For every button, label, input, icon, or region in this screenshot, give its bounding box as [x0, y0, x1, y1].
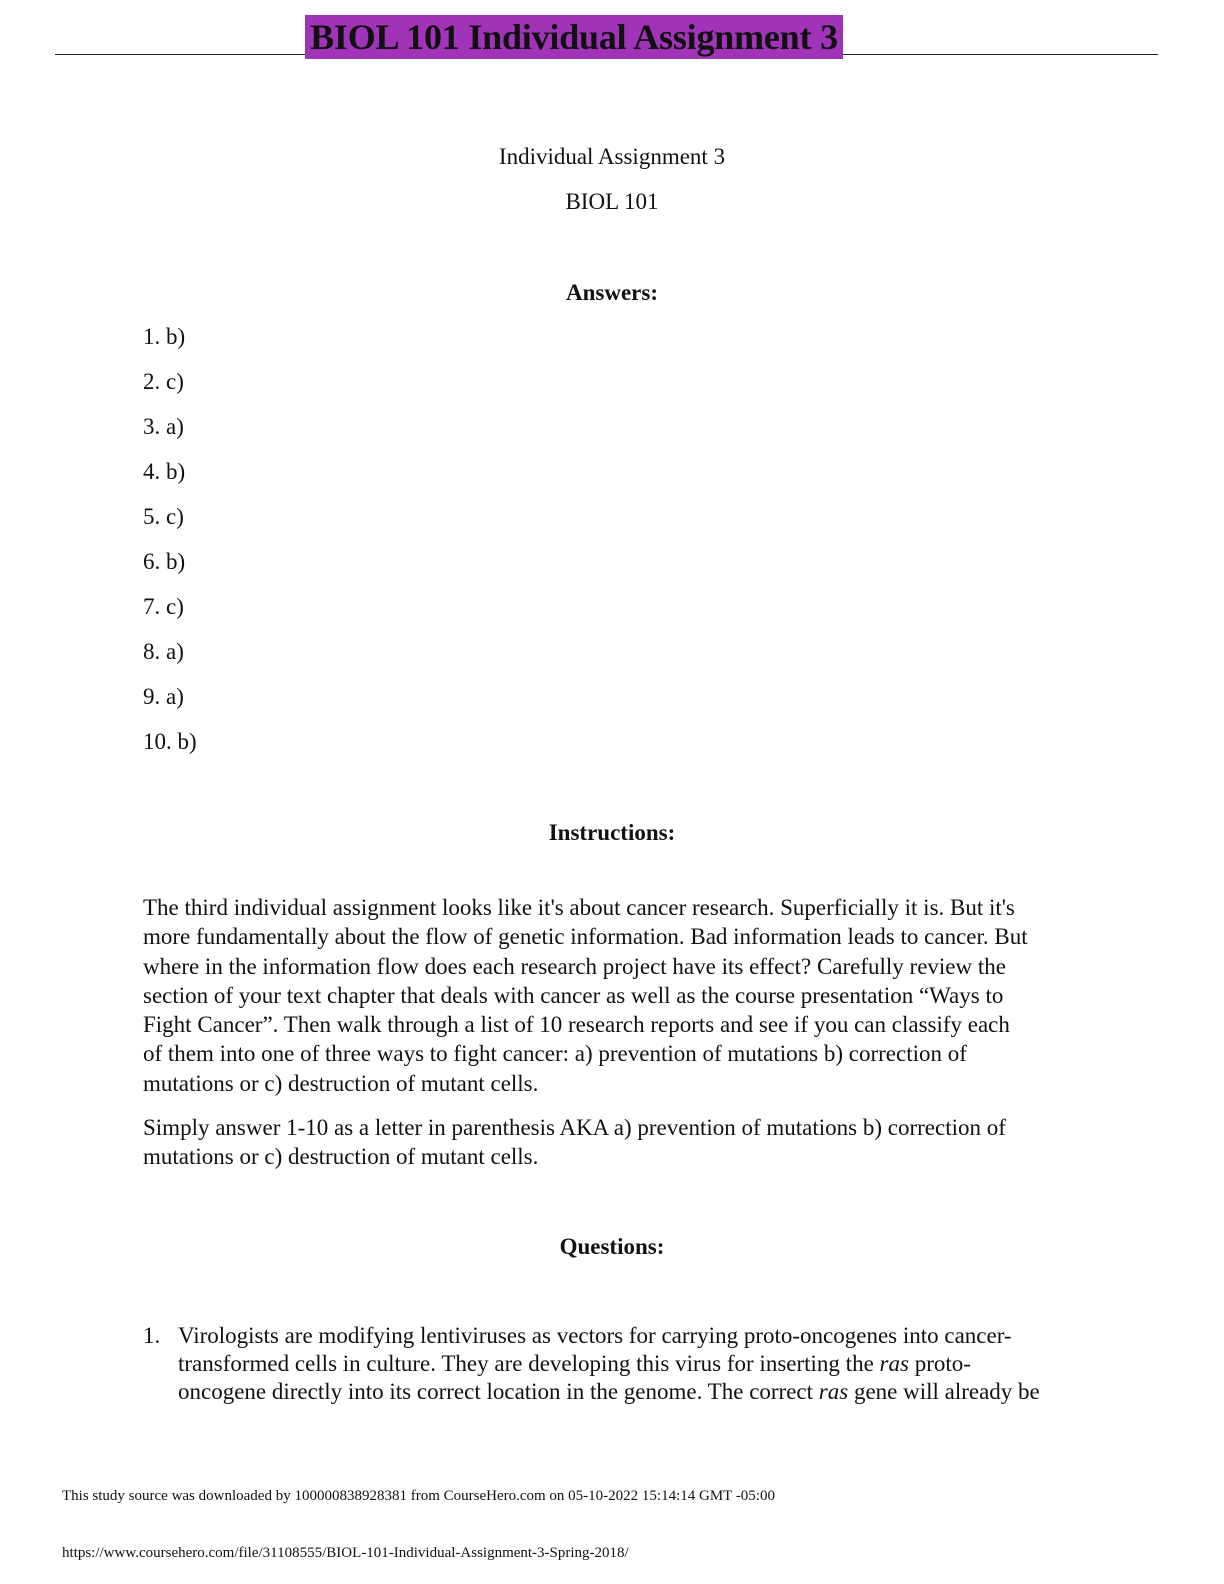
answer-item: 4. b) [143, 459, 186, 484]
question-line [178, 1378, 1040, 1406]
banner-title: BIOL 101 Individual Assignment 3 [305, 15, 843, 59]
answer-item: 6. b) [143, 549, 186, 574]
answer-item: 2. c) [143, 369, 184, 394]
answer-item: 7. c) [143, 594, 184, 619]
paragraph-line: mutations or c) destruction of mutant cells. [143, 1144, 539, 1170]
paragraph-line: The third individual assignment looks like it's about cancer research. Superficially it is. But it's [143, 895, 1015, 920]
paragraph-line: where in the information flow does each research project have its effect? Carefully review the [143, 953, 1006, 979]
course-code: BIOL 101 [565, 189, 659, 214]
paragraph-line: more fundamentally about the flow of genetic information. Bad information leads to cancer. But [143, 924, 1028, 950]
paragraph-line: Fight Cancer”. Then walk through a list of 10 research reports and see if you can classify each [143, 1012, 1010, 1038]
answer-item: 10. b) [143, 729, 197, 754]
footer-url: https://www.coursehero.com/file/31108555/BIOL-101-Individual-Assignment-3-Spring-2018/ [62, 1545, 629, 1561]
answer-item: 1. b) [143, 324, 186, 349]
download-source-note: This study source was downloaded by 100000838928381 from CourseHero.com on 05-10-2022 15:14:14 GMT -05:00 [62, 1488, 775, 1504]
paragraph-line: section of your text chapter that deals with cancer as well as the course presentation “Ways to [143, 982, 1004, 1008]
gene-name-italic: ras [879, 1351, 909, 1376]
question-text-segment: transformed cells in culture. They are developing this virus for inserting the [178, 1351, 880, 1376]
instructions-paragraph-2 [143, 1113, 1083, 1172]
instructions-paragraph-1 [143, 893, 1083, 1098]
instructions-heading: Instructions: [548, 820, 676, 845]
answer-item: 8. a) [143, 639, 184, 664]
gene-name-italic: ras [818, 1379, 849, 1404]
question-text-segment: gene will already be [848, 1379, 1040, 1404]
paragraph-line: Simply answer 1-10 as a letter in parenthesis AKA a) prevention of mutations b) correction of [143, 1115, 1006, 1140]
question-number: 1. [143, 1323, 161, 1348]
question-line: Virologists are modifying lentiviruses as vectors for carrying proto-oncogenes into cancer- [178, 1323, 1012, 1348]
answers-list [143, 322, 197, 772]
assignment-title: Individual Assignment 3 [498, 144, 726, 169]
paragraph-line: mutations or c) destruction of mutant cells. [143, 1070, 539, 1096]
answers-heading: Answers: [566, 280, 658, 305]
question-text-segment: proto- [908, 1351, 971, 1376]
question-text-segment: oncogene directly into its correct location in the genome. The correct [178, 1379, 819, 1404]
questions-heading: Questions: [559, 1234, 665, 1259]
paragraph-line: of them into one of three ways to fight cancer: a) prevention of mutations b) correction of [143, 1041, 967, 1067]
answer-item: 3. a) [143, 414, 184, 439]
question-1-text [178, 1322, 1040, 1406]
answer-item: 5. c) [143, 504, 184, 529]
document-banner [0, 0, 1224, 60]
question-line [178, 1350, 1040, 1378]
answer-item: 9. a) [143, 684, 184, 709]
